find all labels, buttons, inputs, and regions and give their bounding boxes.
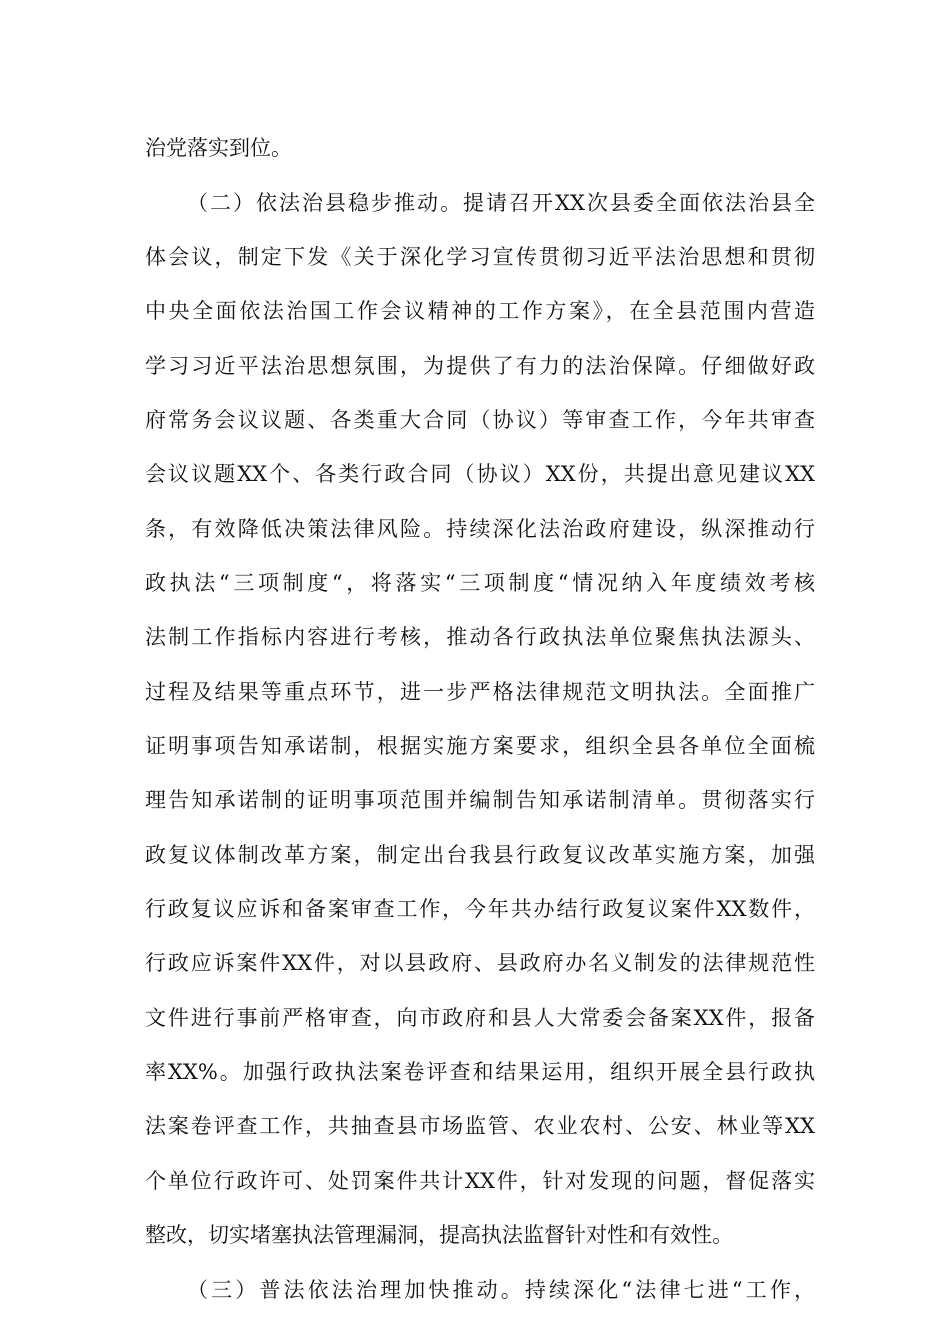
text-line: 会议议题XX个、各类行政合同（协议）XX份，共提出意见建议XX [145, 462, 815, 486]
text-line: 个单位行政许可、处罚案件共计XX件，针对发现的问题，督促落实 [145, 1169, 815, 1193]
text-line: 证明事项告知承诺制，根据实施方案要求，组织全县各单位全面梳 [145, 734, 815, 758]
text-line: 法案卷评查工作，共抽查县市场监管、农业农村、公安、林业等XX [145, 1114, 815, 1138]
text-line: 学习习近平法治思想氛围，为提供了有力的法治保障。仔细做好政 [145, 354, 815, 378]
paragraph-heading-3: （三）普法依法治理加快推动。持续深化“法律七进“工作， [187, 1278, 815, 1302]
text-line: 率XX%。加强行政执法案卷评查和结果运用，组织开展全县行政执 [145, 1060, 815, 1084]
text-line: 过程及结果等重点环节，进一步严格法律规范文明执法。全面推广 [145, 680, 815, 704]
text-line: 法制工作指标内容进行考核，推动各行政执法单位聚焦执法源头、 [145, 625, 815, 649]
paragraph-heading-2: （二）依法治县稳步推动。提请召开XX次县委全面依法治县全 [187, 191, 815, 215]
text-line: 中央全面依法治国工作会议精神的工作方案》，在全县范围内营造 [145, 299, 815, 323]
text-line: 行政复议应诉和备案审查工作，今年共办结行政复议案件XX数件， [145, 897, 815, 921]
text-line: 政执法“三项制度“，将落实“三项制度“情况纳入年度绩效考核 [145, 571, 815, 595]
text-line: 行政应诉案件XX件，对以县政府、县政府办名义制发的法律规范性 [145, 951, 815, 975]
text-line: 条，有效降低决策法律风险。持续深化法治政府建设，纵深推动行 [145, 517, 815, 541]
text-line: 理告知承诺制的证明事项范围并编制告知承诺制清单。贯彻落实行 [145, 788, 815, 812]
text-line: 治党落实到位。 [145, 136, 292, 160]
text-line: 整改，切实堵塞执法管理漏洞，提高执法监督针对性和有效性。 [145, 1223, 733, 1247]
text-line: 体会议，制定下发《关于深化学习宣传贯彻习近平法治思想和贯彻 [145, 245, 815, 269]
text-line: 府常务会议议题、各类重大合同（协议）等审查工作，今年共审查 [145, 408, 815, 432]
text-line: 政复议体制改革方案，制定出台我县行政复议改革实施方案，加强 [145, 843, 815, 867]
text-line: 文件进行事前严格审查，向市政府和县人大常委会备案XX件，报备 [145, 1006, 815, 1030]
